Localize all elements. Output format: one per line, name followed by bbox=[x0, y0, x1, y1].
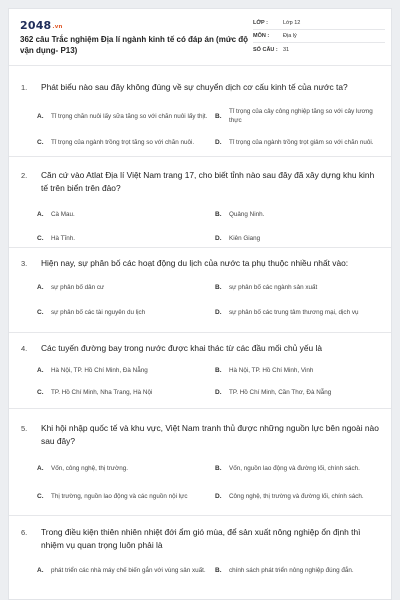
question-5 bbox=[9, 409, 391, 516]
meta-row-class bbox=[253, 17, 385, 30]
option-letter: A. bbox=[37, 566, 44, 574]
meta-row-count bbox=[253, 43, 385, 56]
option-text: TP. Hồ Chí Minh, Cần Thơ, Đà Nẵng bbox=[229, 388, 332, 396]
option-a[interactable] bbox=[37, 558, 209, 582]
meta-key: MÔN : bbox=[253, 33, 270, 39]
question-2 bbox=[9, 157, 391, 248]
option-letter: D. bbox=[215, 492, 222, 500]
option-text: Tỉ trọng của ngành trồng trọt tăng so với chăn nuôi. bbox=[51, 138, 195, 146]
option-a[interactable] bbox=[37, 359, 209, 381]
worksheet-meta bbox=[253, 17, 385, 56]
question-3 bbox=[9, 248, 391, 333]
meta-key: SỐ CÂU : bbox=[253, 46, 278, 53]
option-text: Hà Tĩnh. bbox=[51, 234, 76, 242]
option-d[interactable] bbox=[215, 129, 387, 155]
option-text: Công nghệ, thị trường và đường lối, chính sách. bbox=[229, 492, 364, 500]
option-text: Tỉ trọng của cây công nghiệp tăng so với cây lương thực bbox=[229, 108, 373, 124]
option-text: TP. Hồ Chí Minh, Nha Trang, Hà Nội bbox=[51, 388, 153, 396]
option-letter: A. bbox=[37, 210, 44, 218]
meta-row-subject bbox=[253, 30, 385, 43]
answer-options bbox=[37, 359, 379, 403]
option-b[interactable] bbox=[215, 558, 387, 582]
meta-value: Địa lý bbox=[283, 33, 297, 39]
answer-options bbox=[37, 275, 379, 325]
question-number: 4. bbox=[21, 344, 28, 353]
option-d[interactable] bbox=[215, 226, 387, 250]
option-text: Vốn, công nghệ, thị trường. bbox=[51, 464, 128, 472]
option-letter: C. bbox=[37, 492, 44, 500]
option-b[interactable] bbox=[215, 202, 387, 226]
option-text: sự phân bố các tài nguyên du lịch bbox=[51, 308, 146, 316]
option-text: Cà Mau. bbox=[51, 210, 75, 218]
worksheet-page bbox=[8, 8, 392, 600]
question-text: Hiện nay, sự phân bố các hoạt động du lịch của nước ta phụ thuộc nhiều nhất vào: bbox=[41, 258, 349, 268]
option-b[interactable] bbox=[215, 359, 387, 381]
option-letter: A. bbox=[37, 366, 44, 374]
option-letter: C. bbox=[37, 388, 44, 396]
question-text: Khi hội nhập quốc tế và khu vực, Việt Nam tranh thủ được những nguồn lực bên ngoài nào sau đây? bbox=[41, 423, 379, 446]
option-b[interactable] bbox=[215, 454, 387, 482]
option-text: Thị trường, nguồn lao động và các nguồn nội lực bbox=[51, 492, 188, 500]
worksheet-header bbox=[9, 9, 391, 66]
option-letter: B. bbox=[215, 283, 222, 291]
site-logo[interactable] bbox=[20, 19, 63, 32]
answer-options bbox=[37, 454, 379, 510]
question-text: Các tuyến đường bay trong nước được khai thác từ các đầu mối chủ yếu là bbox=[41, 343, 322, 353]
question-number: 3. bbox=[21, 259, 28, 268]
option-text: sự phân bố các ngành sản xuất bbox=[229, 283, 318, 291]
option-c[interactable] bbox=[37, 299, 209, 325]
option-text: Tỉ trọng của ngành trồng trọt giảm so với chăn nuôi. bbox=[229, 138, 374, 146]
option-c[interactable] bbox=[37, 226, 209, 250]
option-text: Quảng Ninh. bbox=[229, 210, 265, 218]
option-text: Vốn, nguồn lao động và đường lối, chính sách. bbox=[229, 464, 360, 472]
option-letter: C. bbox=[37, 138, 44, 146]
answer-options bbox=[37, 202, 379, 250]
option-text: Hà Nội, TP. Hồ Chí Minh, Đà Nẵng bbox=[51, 366, 148, 374]
question-4 bbox=[9, 333, 391, 409]
question-6 bbox=[9, 516, 391, 600]
option-letter: D. bbox=[215, 234, 222, 242]
option-text: phát triển các nhà máy chế biến gắn với vùng sản xuất. bbox=[51, 566, 206, 574]
option-text: sự phân bố dân cư bbox=[51, 283, 105, 291]
option-letter: C. bbox=[37, 234, 44, 242]
question-number: 1. bbox=[21, 83, 28, 92]
option-text: Kiên Giang bbox=[229, 234, 261, 242]
option-letter: B. bbox=[215, 366, 222, 374]
option-text: chính sách phát triển nông nghiệp đúng đắn. bbox=[229, 566, 354, 574]
option-letter: B. bbox=[215, 210, 222, 218]
option-letter: A. bbox=[37, 283, 44, 291]
brand-name: 2048 bbox=[20, 19, 52, 32]
option-d[interactable] bbox=[215, 381, 387, 403]
question-number: 6. bbox=[21, 528, 28, 537]
answer-options bbox=[37, 558, 379, 582]
question-number: 2. bbox=[21, 171, 28, 180]
option-letter: A. bbox=[37, 112, 44, 120]
option-a[interactable] bbox=[37, 275, 209, 299]
option-letter: C. bbox=[37, 308, 44, 316]
option-letter: D. bbox=[215, 308, 222, 316]
option-text: sự phân bố các trung tâm thương mại, dịch vụ bbox=[229, 308, 359, 316]
option-text: Tỉ trọng chăn nuôi lấy sữa tăng so với chăn nuôi lấy thịt. bbox=[51, 112, 208, 120]
meta-key: LỚP : bbox=[253, 20, 268, 26]
page-title: 362 câu Trắc nghiệm Địa lí ngành kinh tế có đáp án (mức độ vận dụng- P13) bbox=[20, 35, 249, 55]
option-c[interactable] bbox=[37, 129, 209, 155]
option-letter: B. bbox=[215, 566, 222, 574]
question-text: Phát biểu nào sau đây không đúng về sự chuyển dịch cơ cấu kinh tế của nước ta? bbox=[41, 82, 348, 92]
option-letter: D. bbox=[215, 388, 222, 396]
option-letter: A. bbox=[37, 464, 44, 472]
question-text: Trong điều kiện thiên nhiên nhiệt đới ẩm gió mùa, để sản xuất nông nghiệp ổn định thì nhiệm vụ quan trọng luôn phải là bbox=[41, 527, 361, 550]
meta-value: Lớp 12 bbox=[283, 20, 301, 26]
option-a[interactable] bbox=[37, 454, 209, 482]
option-c[interactable] bbox=[37, 482, 209, 510]
question-number: 5. bbox=[21, 424, 28, 433]
option-letter: B. bbox=[215, 112, 222, 120]
option-d[interactable] bbox=[215, 299, 387, 325]
option-d[interactable] bbox=[215, 482, 387, 510]
question-1 bbox=[9, 66, 391, 157]
option-b[interactable] bbox=[215, 103, 387, 129]
option-a[interactable] bbox=[37, 202, 209, 226]
meta-value: 31 bbox=[283, 46, 290, 53]
option-letter: B. bbox=[215, 464, 222, 472]
question-text: Căn cứ vào Atlat Địa lí Việt Nam trang 17, cho biết tỉnh nào sau đây đã xây dựng khu kinh tế trên biển trên đảo? bbox=[41, 170, 375, 193]
option-b[interactable] bbox=[215, 275, 387, 299]
option-a[interactable] bbox=[37, 103, 209, 129]
option-text: Hà Nội, TP. Hồ Chí Minh, Vinh bbox=[229, 366, 314, 374]
option-letter: D. bbox=[215, 138, 222, 146]
option-c[interactable] bbox=[37, 381, 209, 403]
brand-suffix: .vn bbox=[52, 24, 63, 30]
answer-options bbox=[37, 103, 379, 155]
